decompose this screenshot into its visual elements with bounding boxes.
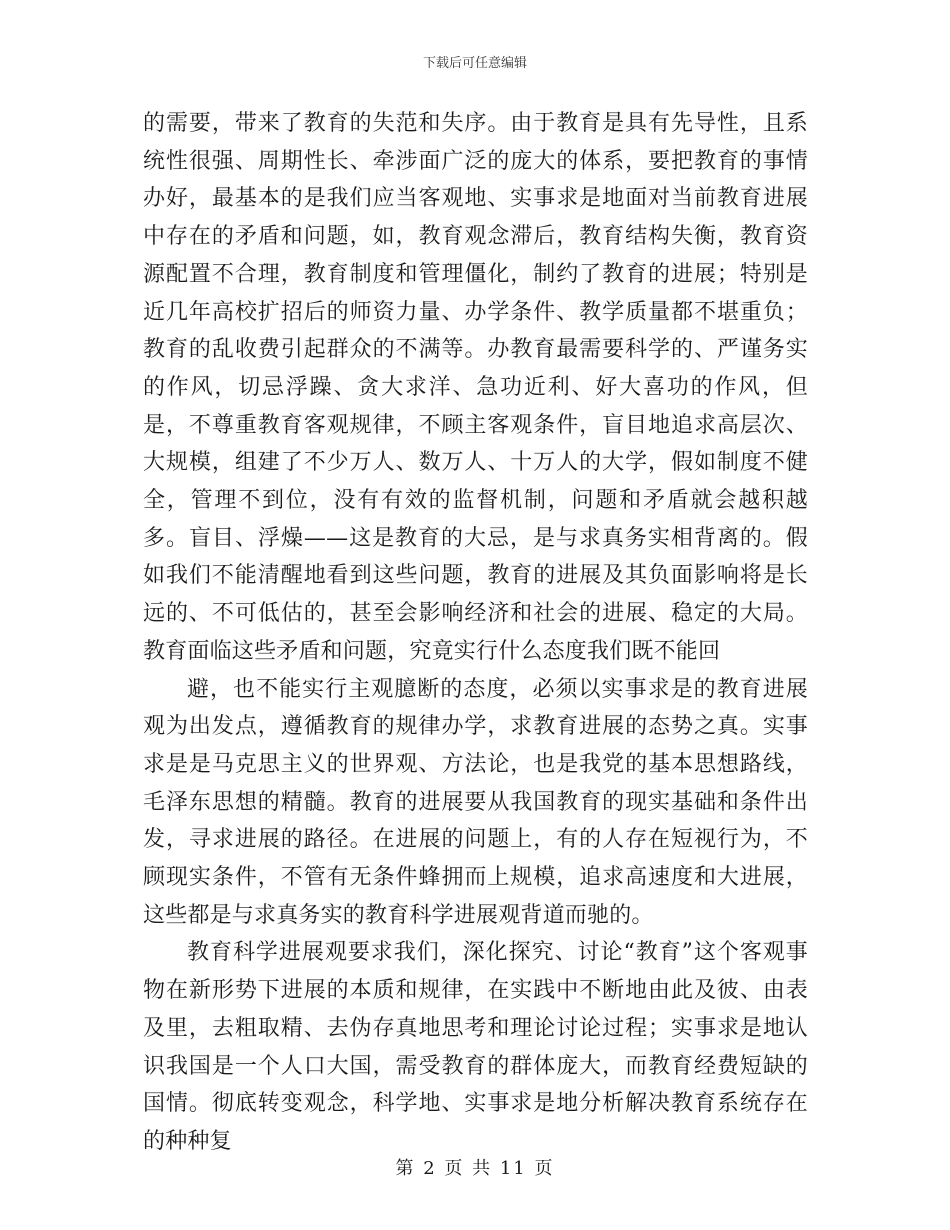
paragraph-1: 的需要，带来了教育的失范和失序。由于教育是具有先导性，且系统性很强、周期性长、牵涉面广泛的庞大的体系，要把教育的事情办好，最基本的是我们应当客观地、实事求是地面对当前教育进展中存在的矛盾和问题，如，教育观念滞后，教育结构失衡，教育资源配置不合理，教育制度和管理僵化，制约了教育的进展；特别是近几年高校扩招后的师资力量、办学条件、教学质量都不堪重负；教育的乱收费引起群众的不满等。办教育最需要科学的、严谨务实的作风，切忌浮躁、贪大求洋、急功近利、好大喜功的作风，但是，不尊重教育客观规律，不顾主客观条件，盲目地追求高层次、大规模，组建了不少万人、数万人、十万人的大学，假如制度不健全，管理不到位，没有有效的监督机制，问题和矛盾就会越积越多。盲目、浮燥——这是教育的大忌，是与求真务实相背离的。假如我们不能清醒地看到这些问题，教育的进展及其负面影响将是长远的、不可低估的，甚至会影响经济和社会的进展、稳定的大局。教育面临这些矛盾和问题，究竟实行什么态度我们既不能回 xyxy=(143,111,808,664)
page-header: 下载后可任意编辑 xyxy=(422,56,527,71)
document-body xyxy=(143,105,808,1161)
paragraph-2: 避，也不能实行主观臆断的态度，必须以实事求是的教育进展观为出发点，遵循教育的规律办学，求教育进展的态势之真。实事求是是马克思主义的世界观、方法论，也是我党的基本思想路线，毛泽东思想的精髓。教育的进展要从我国教育的现实基础和条件出发，寻求进展的路径。在进展的问题上，有的人存在短视行为，不顾现实条件，不管有无条件蜂拥而上规模，追求高速度和大进展，这些都是与求真务实的教育科学进展观背道而驰的。 xyxy=(143,676,808,928)
paragraph-3: 教育科学进展观要求我们，深化探究、讨论“教育”这个客观事物在新形势下进展的本质和规律，在实践中不断地由此及彼、由表及里，去粗取精、去伪存真地思考和理论讨论过程；实事求是地认识我国是一个人口大国，需受教育的群体庞大，而教育经费短缺的国情。彻底转变观念，科学地、实事求是地分析解决教育系统存在的种种复 xyxy=(143,940,808,1154)
page-number-footer: 第 2 页 共 11 页 xyxy=(395,1158,555,1179)
